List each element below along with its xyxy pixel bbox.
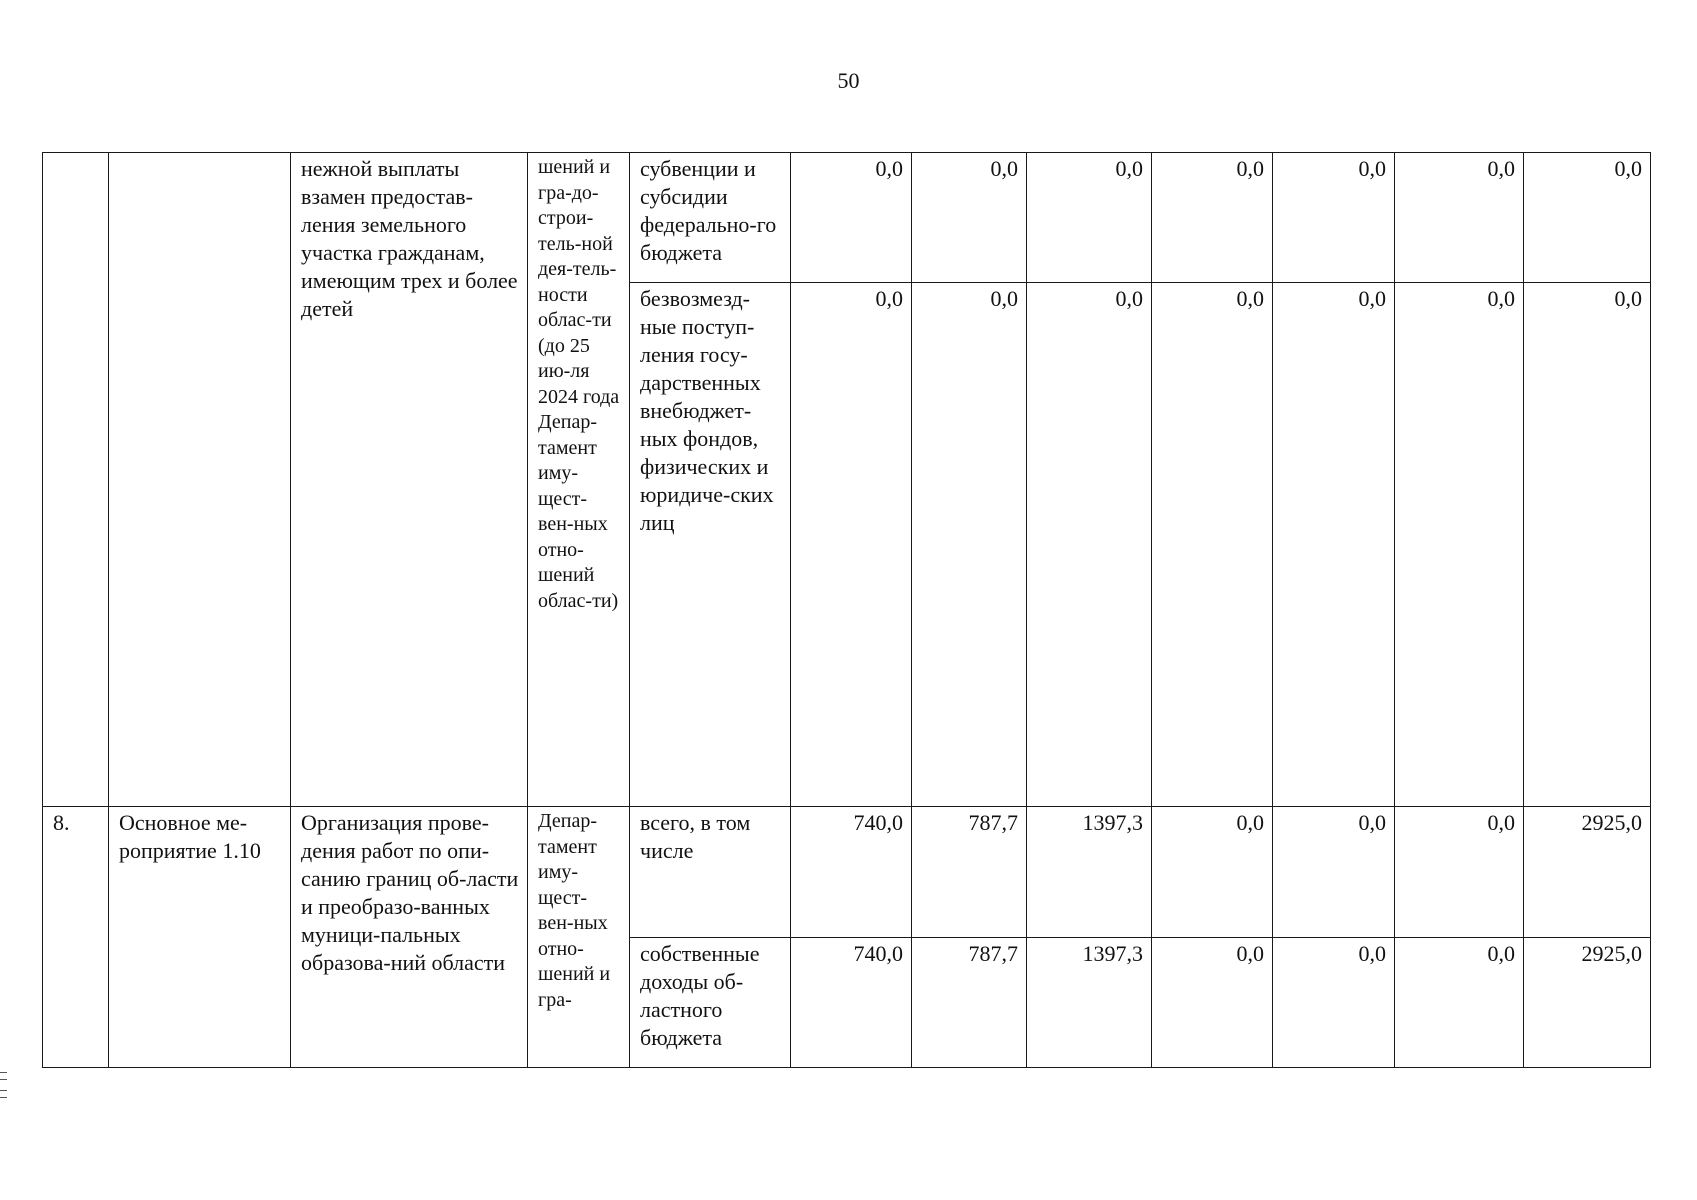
value-cell: 0,0 bbox=[1027, 283, 1152, 807]
value-cell: 0,0 bbox=[912, 283, 1027, 807]
value-cell: 0,0 bbox=[1273, 283, 1395, 807]
funding-source-label: безвозмезд-ные поступ-ления госу-дарственных внебюджет-ных фондов, физических и юридиче-ских лиц bbox=[630, 283, 791, 807]
value-cell: 0,0 bbox=[912, 153, 1027, 283]
value-cell: 740,0 bbox=[791, 938, 912, 1068]
value-cell: 787,7 bbox=[912, 807, 1027, 938]
table-row bbox=[43, 153, 1651, 283]
value-cell: 0,0 bbox=[1395, 938, 1524, 1068]
value-cell: 787,7 bbox=[912, 938, 1027, 1068]
executor-cell: Депар-тамент иму-щест-вен-ных отно-шений и гра- bbox=[528, 807, 630, 1068]
value-cell: 2925,0 bbox=[1524, 938, 1651, 1068]
value-cell: 0,0 bbox=[1524, 153, 1651, 283]
row-number-cell: 8. bbox=[43, 807, 109, 1068]
funding-source-label: собственные доходы об-ластного бюджета bbox=[630, 938, 791, 1068]
value-cell: 0,0 bbox=[1524, 283, 1651, 807]
value-cell: 0,0 bbox=[1152, 938, 1273, 1068]
value-cell: 0,0 bbox=[1273, 807, 1395, 938]
value-cell: 0,0 bbox=[1395, 153, 1524, 283]
table-row bbox=[43, 807, 1651, 938]
scan-edge-mark bbox=[0, 1090, 7, 1098]
executor-cell: шений и гра-до-строи-тель-ной дея-тель-ности облас-ти (до 25 ию-ля 2024 года Депар-тамент иму-щест-вен-ных отно-шений облас-ти) bbox=[528, 153, 630, 807]
value-cell: 740,0 bbox=[791, 807, 912, 938]
value-cell: 0,0 bbox=[1027, 153, 1152, 283]
value-cell: 1397,3 bbox=[1027, 807, 1152, 938]
value-cell: 1397,3 bbox=[1027, 938, 1152, 1068]
row-number-cell bbox=[43, 153, 109, 807]
value-cell: 2925,0 bbox=[1524, 807, 1651, 938]
value-cell: 0,0 bbox=[1152, 283, 1273, 807]
value-cell: 0,0 bbox=[1152, 807, 1273, 938]
value-cell: 0,0 bbox=[1273, 153, 1395, 283]
budget-table bbox=[42, 152, 1651, 1068]
event-description-cell: Организация прове-дения работ по опи-санию границ об-ласти и преобразо-ванных муници-пальных образова-ний области bbox=[291, 807, 528, 1068]
value-cell: 0,0 bbox=[791, 283, 912, 807]
value-cell: 0,0 bbox=[1395, 807, 1524, 938]
event-name-cell bbox=[109, 153, 291, 807]
value-cell: 0,0 bbox=[1152, 153, 1273, 283]
funding-source-label: всего, в том числе bbox=[630, 807, 791, 938]
value-cell: 0,0 bbox=[1273, 938, 1395, 1068]
event-description-cell: нежной выплаты взамен предостав-ления земельного участка гражданам, имеющим трех и более детей bbox=[291, 153, 528, 807]
funding-source-label: субвенции и субсидии федерально-го бюджета bbox=[630, 153, 791, 283]
scan-edge-mark bbox=[0, 1072, 7, 1080]
value-cell: 0,0 bbox=[791, 153, 912, 283]
value-cell: 0,0 bbox=[1395, 283, 1524, 807]
page-number: 50 bbox=[837, 68, 860, 93]
event-name-cell: Основное ме-роприятие 1.10 bbox=[109, 807, 291, 1068]
